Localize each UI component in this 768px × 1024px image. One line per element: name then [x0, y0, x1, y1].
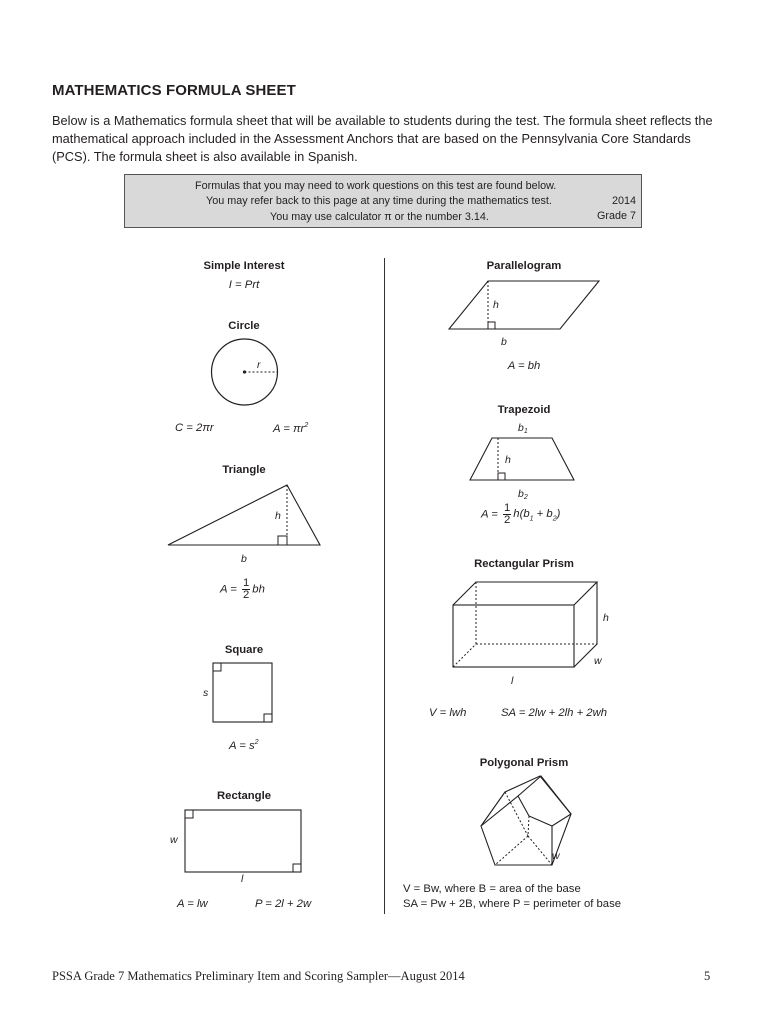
simple-interest-formula: I = Prt — [228, 279, 260, 291]
rhs-subscript: 1 — [529, 515, 534, 523]
fraction-numerator: 1 — [243, 577, 250, 589]
rhs-subscript: 2 — [552, 515, 557, 523]
info-line-1: Formulas that you may need to work questions on this test are found below. — [195, 180, 557, 192]
rectangle-diagram — [165, 805, 310, 885]
polygonal-prism-volume: V = Bw, where B = area of the base — [403, 883, 581, 895]
square-diagram — [198, 658, 278, 726]
info-year: 2014 — [612, 195, 637, 207]
rectangular-prism-volume: V = lwh — [429, 707, 467, 719]
rectangular-prism-surface-area: SA = 2lw + 2lh + 2wh — [501, 707, 608, 719]
rectangle-title: Rectangle — [217, 790, 271, 802]
parallelogram-label-h: h — [493, 299, 499, 311]
fraction-numerator: 1 — [504, 502, 511, 514]
column-divider — [384, 258, 385, 914]
circle-area-exponent: 2 — [304, 422, 309, 429]
info-grade: Grade 7 — [597, 210, 637, 222]
rectangle-label-w: w — [170, 834, 178, 846]
circle-title: Circle — [228, 320, 260, 332]
triangle-label-b: b — [241, 553, 247, 565]
trapezoid-label-b1: b1 — [518, 422, 528, 435]
intro-paragraph: Below is a Mathematics formula sheet that will be available to students during the test. The formula sheet reflects the mathematical approach included in the Assessment Anchors that are based on the Pennsylvania Core Standards (PCS). The formula sheet is also available in Spanish. — [52, 113, 713, 164]
rectangular-prism-label-h: h — [603, 612, 609, 624]
one-half-fraction — [242, 578, 250, 601]
trapezoid-formula — [481, 503, 560, 526]
square-formula-exponent: 2 — [254, 739, 259, 746]
rectangular-prism-label-w: w — [594, 655, 602, 667]
rectangular-prism-label-l: l — [511, 675, 514, 687]
trapezoid-label-b2: b2 — [518, 488, 528, 501]
info-box — [124, 174, 642, 228]
rectangular-prism-diagram — [440, 574, 620, 692]
circle-label-r: r — [257, 359, 261, 371]
square-formula — [229, 739, 259, 752]
simple-interest-title: Simple Interest — [203, 260, 285, 272]
parallelogram-title: Parallelogram — [486, 260, 562, 272]
triangle-label-h: h — [275, 510, 281, 522]
polygonal-prism-label-w: w — [552, 850, 560, 862]
rectangle-perimeter: P = 2l + 2w — [255, 898, 312, 910]
triangle-formula-lhs: A = — [220, 583, 237, 596]
parallelogram-label-b: b — [501, 336, 507, 348]
triangle-formula — [220, 578, 265, 601]
info-line-2: You may refer back to this page at any time during the mathematics test. — [206, 195, 552, 207]
rectangle-area: A = lw — [177, 898, 208, 910]
rhs-part: h(b — [513, 508, 530, 521]
circle-diagram — [200, 330, 290, 410]
fraction-denominator: 2 — [504, 514, 511, 526]
triangle-title: Triangle — [222, 464, 266, 476]
rhs-part: ) — [556, 508, 561, 521]
info-line-3: You may use calculator π or the number 3.14. — [270, 211, 489, 223]
square-label-s: s — [203, 687, 209, 699]
circle-area-base: A = πr — [273, 422, 305, 435]
rectangle-label-l: l — [241, 873, 244, 885]
page-number: 5 — [704, 969, 711, 983]
rhs-part: + b — [533, 508, 553, 521]
triangle-formula-rhs: bh — [252, 583, 265, 596]
footer-text: PSSA Grade 7 Mathematics Preliminary Item and Scoring Sampler—August 2014 — [52, 969, 465, 983]
square-formula-base: A = s — [229, 739, 255, 752]
trapezoid-formula-rhs — [513, 508, 561, 523]
trapezoid-label-h: h — [505, 454, 511, 466]
parallelogram-diagram — [440, 274, 605, 349]
circle-area — [273, 422, 308, 435]
one-half-fraction — [503, 503, 511, 526]
triangle-diagram — [160, 478, 330, 573]
trapezoid-title: Trapezoid — [497, 404, 551, 416]
parallelogram-formula: A = bh — [507, 360, 541, 372]
polygonal-prism-surface-area: SA = Pw + 2B, where P = perimeter of base — [403, 898, 622, 910]
polygonal-prism-diagram — [470, 770, 585, 875]
page-title: MATHEMATICS FORMULA SHEET — [52, 82, 296, 99]
square-title: Square — [224, 644, 264, 656]
fraction-denominator: 2 — [243, 589, 250, 601]
polygonal-prism-title: Polygonal Prism — [479, 757, 569, 769]
circle-circumference: C = 2πr — [175, 422, 214, 434]
rectangular-prism-title: Rectangular Prism — [474, 558, 574, 570]
trapezoid-formula-lhs: A = — [481, 508, 498, 521]
trapezoid-diagram — [462, 418, 582, 504]
